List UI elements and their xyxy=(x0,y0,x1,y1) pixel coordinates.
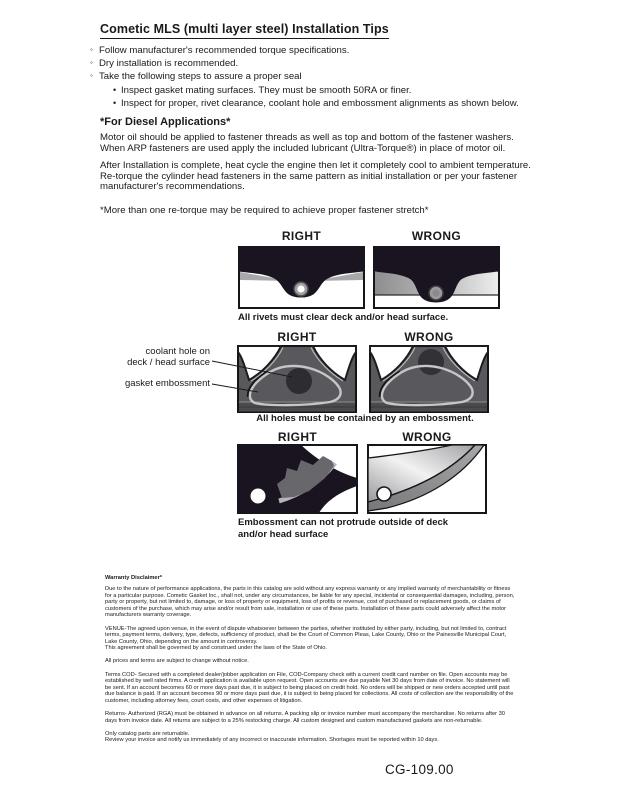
venue-law-line: This agreement shall be governed by and construed under the laws of the State of Ohio. xyxy=(105,645,327,652)
bullet-icon: • xyxy=(113,97,117,108)
bolt-hole-icon xyxy=(377,487,391,501)
coolant-wrong-diagram xyxy=(368,345,490,413)
tip-text: Inspect gasket mating surfaces. They must be smooth 50RA or finer. xyxy=(121,84,412,96)
terms-paragraph: Terms COD- Secured with a completed dealer/jobber application on File, COD-Company check with a current credit card number on file. Open accounts may be established by well rated firms. A credit application is available upon request. Open accounts are due payable Net 30 days from date of invoice. No statement will be sent. If an account becomes 60 or more days past due, it is subject to being placed on credit hold. No orders will be shipped or new orders accepted until past due balance is paid. If an account becomes 90 or more days past due, it is subject to being placed for collections. All costs of collection are the responsibility of the customer, including attorney fees, court costs, and other expenses of litigation. xyxy=(105,671,514,704)
right-label: RIGHT xyxy=(277,430,318,444)
page-title: Cometic MLS (multi layer steel) Installation Tips xyxy=(100,22,389,39)
rivet-right-diagram xyxy=(238,246,365,309)
holes-caption: All holes must be contained by an embossment. xyxy=(256,413,474,424)
tips-list xyxy=(90,44,519,110)
venue-paragraph: VENUE-The agreed upon venue, in the event of dispute whatsoever between the parties, whether instituted by either party, including, but not limited to, contract terms, payment terms, delivery, type, defects, sufficiency of product, shall be the Court of Common Pleas, Lake County, Ohio or the Painesville Municipal Court, Lake County, Ohio, depending on the amount in controversy. xyxy=(105,625,507,645)
tip-text: Follow manufacturer's recommended torque specifications. xyxy=(99,45,350,56)
coolant-hole-icon xyxy=(286,368,312,394)
gasket-embossment-label: gasket embossment xyxy=(124,378,210,389)
rivet-wrong-diagram xyxy=(373,246,500,309)
coolant-hole-label: coolant hole on deck / head surface xyxy=(127,346,210,368)
diesel-heading: *For Diesel Applications* xyxy=(100,116,231,128)
tip-sub-bullet xyxy=(90,84,519,97)
tip-bullet xyxy=(90,57,519,70)
wrong-label: WRONG xyxy=(411,229,462,243)
returns-paragraph: Returns- Authorized (RGA) must be obtained in advance on all returns. A packing slip or invoice number must accompany the merchandise. No returns after 30 days from invoice date. All returns are subject to a 25% restocking charge. All custom designed and custom manufactured gaskets are non-returnable. xyxy=(105,711,505,724)
open-bullet-icon: ◦ xyxy=(90,58,93,68)
coolant-right-diagram xyxy=(237,345,357,413)
diesel-paragraph-1: Motor oil should be applied to fastener threads as well as top and bottom of the fastener washers. When ARP fasteners are used apply the included lubricant (Ultra-Torque®) in place of motor oil. xyxy=(100,132,514,154)
warranty-disclaimer xyxy=(105,575,516,750)
tip-bullet xyxy=(90,44,519,57)
tip-text: Inspect for proper, rivet clearance, coolant hole and embossment alignments as shown below. xyxy=(121,97,519,109)
tip-sub-bullet xyxy=(90,97,519,110)
bolt-hole-icon xyxy=(251,489,266,504)
tip-text: Take the following steps to assure a proper seal xyxy=(99,71,302,83)
review-line: Review your invoice and notify us immediately of any incorrect or inaccurate information. Shortages must be reported within 10 days. xyxy=(105,737,439,744)
bullet-icon: • xyxy=(113,84,117,95)
coolant-hole-icon xyxy=(418,349,444,375)
diesel-paragraph-2: After Installation is complete, heat cycle the engine then let it completely cool to ambient temperature. Re-torque the cylinder head fasteners in the same pattern as initial installation or per your fastener manufacturer's recommendations. xyxy=(100,160,531,193)
embossment-caption: Embossment can not protrude outside of deck and/or head surface xyxy=(238,517,449,540)
right-label: RIGHT xyxy=(281,229,322,243)
warranty-heading: Warranty Disclaimer* xyxy=(105,575,163,581)
wrong-label: WRONG xyxy=(404,330,454,344)
embossment-right-diagram xyxy=(237,444,358,514)
right-label: RIGHT xyxy=(277,330,317,344)
open-bullet-icon: ◦ xyxy=(90,45,93,54)
wrong-label: WRONG xyxy=(402,430,452,444)
catalog-line: Only catalog parts are returnable. xyxy=(105,730,190,737)
tip-text: Dry installation is recommended. xyxy=(99,58,239,70)
retorque-note: *More than one re-torque may be required to achieve proper fastener stretch* xyxy=(100,205,429,216)
prices-line: All prices and terms are subject to change without notice. xyxy=(105,658,249,665)
warranty-paragraph: Due to the nature of performance applications, the parts in this catalog are sold without any express warranty or any implied warranty of merchantability or fitness for a particular purpose. Cometic Gasket Inc., shall not, under any circumstances, be liable for any special, incidental or consequential damages, including, person, party or property, but not limited to, damage, or loss of property or equipment, loss of profits or revenue, cost of purchased or replacement goods, or claims of customers of the purchase, which may arise and/or result from sale, installation or use of these parts. Installation of these parts could adversely affect the motor manufacturers warranty coverage. xyxy=(105,586,515,619)
embossment-wrong-diagram xyxy=(367,444,487,514)
open-bullet-icon: ◦ xyxy=(90,71,93,81)
tip-bullet xyxy=(90,70,519,83)
rivet-caption: All rivets must clear deck and/or head surface. xyxy=(238,312,449,323)
doc-code: CG-109.00 xyxy=(385,762,454,777)
